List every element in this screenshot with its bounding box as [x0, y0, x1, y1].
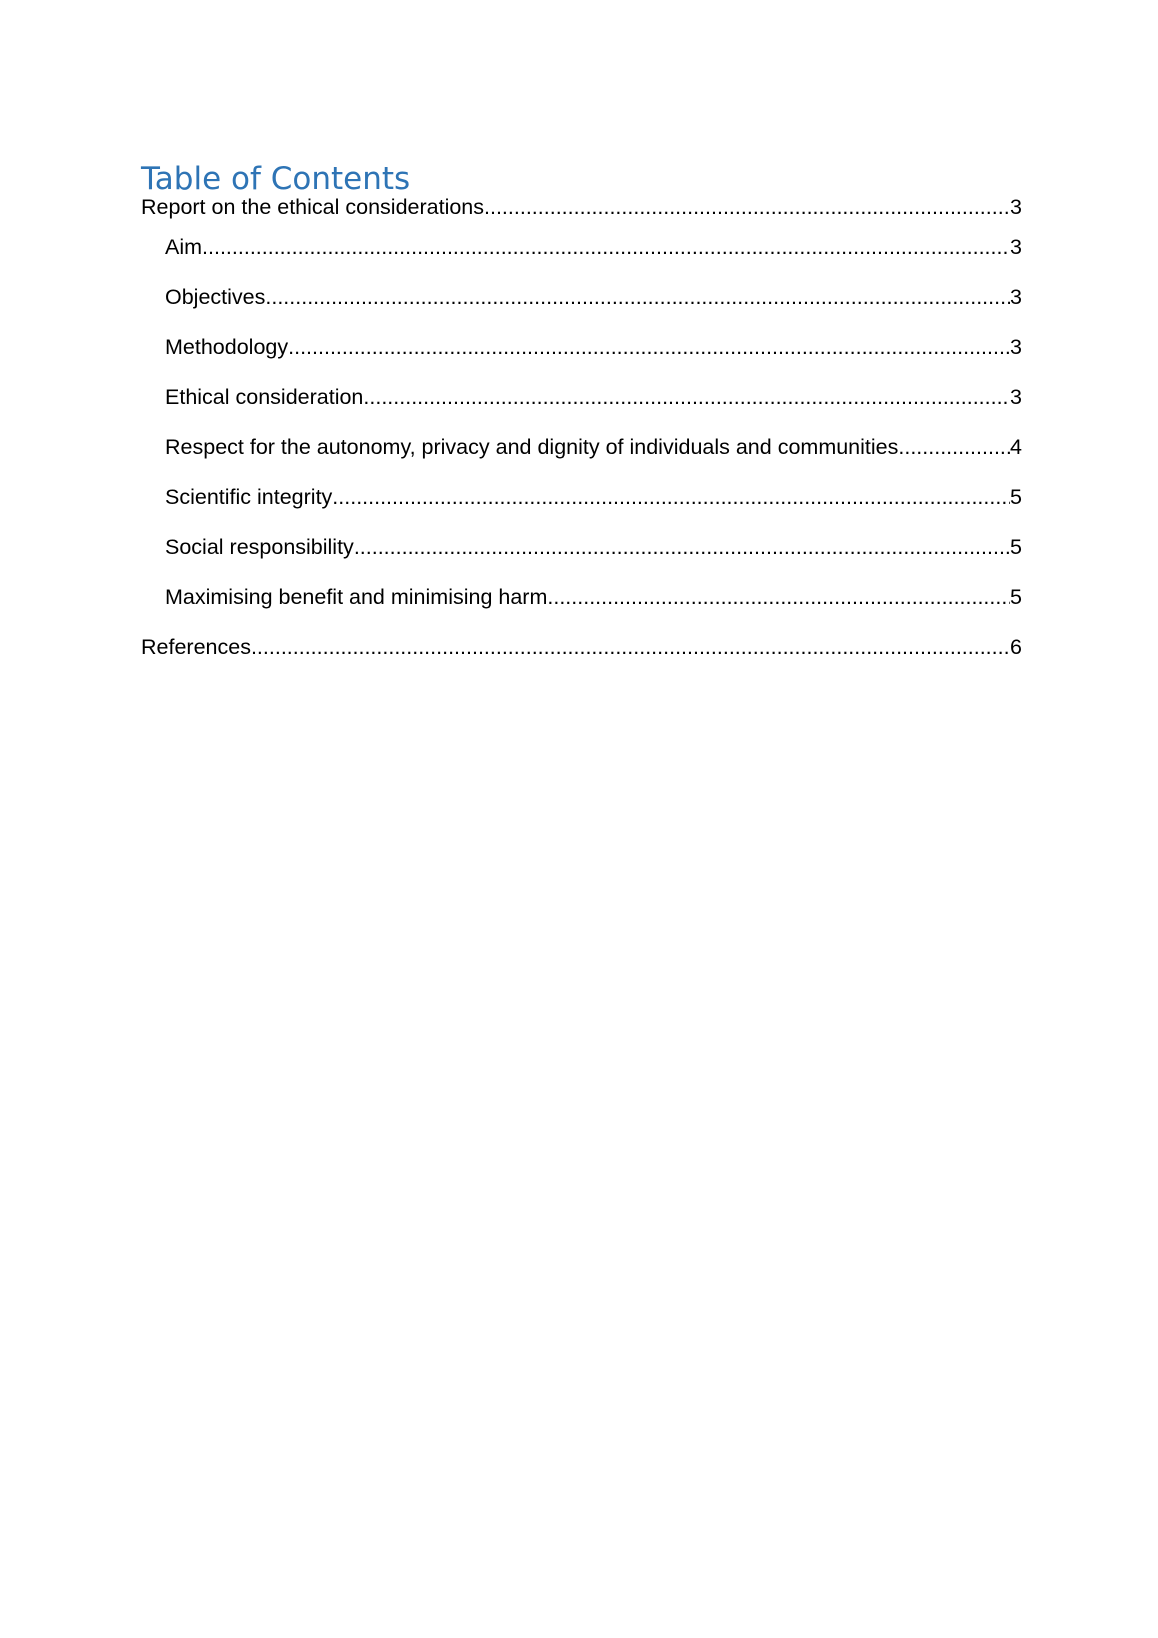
table-of-contents	[141, 160, 1022, 685]
toc-page-number: 3	[1010, 285, 1022, 309]
toc-entry-scientific-integrity[interactable]	[141, 485, 1022, 535]
toc-entry-label: Methodology	[165, 335, 289, 359]
toc-entry-label: Ethical consideration	[165, 385, 364, 409]
toc-page-number: 5	[1010, 535, 1022, 559]
toc-page-number: 3	[1010, 195, 1022, 219]
toc-page-number: 3	[1010, 385, 1022, 409]
dot-leader	[898, 435, 1010, 460]
dot-leader	[332, 485, 1010, 510]
toc-entry-aim[interactable]	[141, 235, 1022, 285]
toc-entry-report[interactable]	[141, 195, 1022, 235]
toc-entry-label: Maximising benefit and minimising harm	[165, 585, 548, 609]
dot-leader	[484, 195, 1010, 220]
toc-page-number: 3	[1010, 335, 1022, 359]
toc-page-number: 4	[1010, 435, 1022, 459]
toc-entry-ethical-consideration[interactable]	[141, 385, 1022, 435]
toc-entry-methodology[interactable]	[141, 335, 1022, 385]
toc-heading: Table of Contents	[141, 161, 411, 197]
toc-entry-label: Report on the ethical considerations	[141, 195, 485, 219]
dot-leader	[202, 235, 1010, 260]
toc-entry-label: References	[141, 635, 251, 659]
toc-entry-objectives[interactable]	[141, 285, 1022, 335]
toc-entry-label: Aim	[165, 235, 203, 259]
dot-leader	[354, 535, 1010, 560]
dot-leader	[363, 385, 1010, 410]
toc-page-number: 5	[1010, 485, 1022, 509]
dot-leader	[251, 635, 1010, 660]
toc-entry-label: Social responsibility	[165, 535, 354, 559]
dot-leader	[288, 335, 1010, 360]
toc-entry-label: Scientific integrity	[165, 485, 333, 509]
toc-entry-references[interactable]	[141, 635, 1022, 685]
dot-leader	[265, 285, 1010, 310]
toc-entry-label: Respect for the autonomy, privacy and dignity of individuals and communities	[165, 435, 899, 459]
toc-list	[141, 195, 1022, 685]
toc-entry-maximising-benefit[interactable]	[141, 585, 1022, 635]
toc-page-number: 6	[1010, 635, 1022, 659]
toc-entry-respect-autonomy[interactable]	[141, 435, 1022, 485]
dot-leader	[547, 585, 1010, 610]
toc-page-number: 3	[1010, 235, 1022, 259]
toc-entry-label: Objectives	[165, 285, 266, 309]
toc-entry-social-responsibility[interactable]	[141, 535, 1022, 585]
toc-page-number: 5	[1010, 585, 1022, 609]
